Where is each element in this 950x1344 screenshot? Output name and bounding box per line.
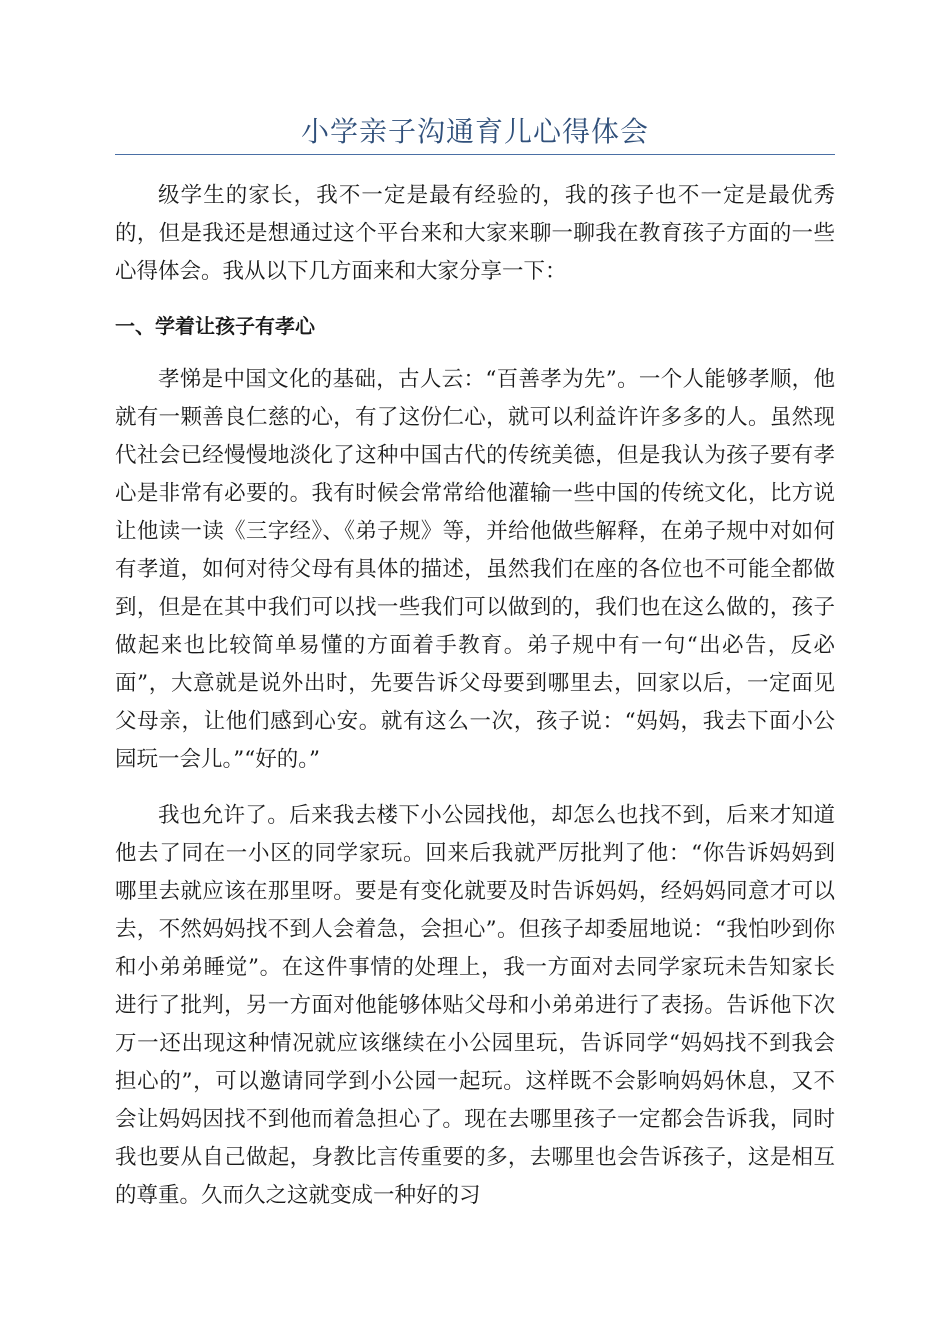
title-underline-rule xyxy=(115,154,835,155)
document-title: 小学亲子沟通育儿心得体会 xyxy=(300,115,649,148)
body-paragraph: 孝悌是中国文化的基础，古人云：“百善孝为先”。一个人能够孝顺，他就有一颗善良仁慈的心，有了这份仁心，就可以利益许许多多的人。虽然现代社会已经慢慢地淡化了这种中国古代的传统美德，但是我认为孩子要有孝心是非常有必要的。我有时候会常常给他灌输一些中国的传统文化，比方说让他读一读《三字经》、《弟子规》等，并给他做些解释，在弟子规中对如何有孝道，如何对待父母有具体的描述，虽然我们在座的各位也不可能全都做到，但是在其中我们可以找一些我们可以做到的，我们也在这么做的，孩子做起来也比较简单易懂的方面着手教育。弟子规中有一句“出必告，反必面”，大意就是说外出时，先要告诉父母要到哪里去，回家以后，一定面见父母亲，让他们感到心安。就有这么一次，孩子说：“妈妈，我去下面小公园玩一会儿。”“好的。” xyxy=(115,367,835,772)
intro-paragraph: 级学生的家长，我不一定是最有经验的，我的孩子也不一定是最优秀的，但是我还是想通过这个平台来和大家来聊一聊我在教育孩子方面的一些心得体会。我从以下几方面来和大家分享一下： xyxy=(115,183,835,284)
section-heading: 一、学着让孩子有孝心 xyxy=(115,314,315,338)
body-paragraph: 我也允许了。后来我去楼下小公园找他，却怎么也找不到，后来才知道他去了同在一小区的同学家玩。回来后我就严厉批判了他：“你告诉妈妈到哪里去就应该在那里呀。要是有变化就要及时告诉妈妈，经妈妈同意才可以去，不然妈妈找不到人会着急，会担心”。但孩子却委屈地说：“我怕吵到你和小弟弟睡觉”。在这件事情的处理上，我一方面对去同学家玩未告知家长进行了批判，另一方面对他能够体贴父母和小弟弟进行了表扬。告诉他下次万一还出现这种情况就应该继续在小公园里玩，告诉同学“妈妈找不到我会担心的”，可以邀请同学到小公园一起玩。这样既不会影响妈妈休息，又不会让妈妈因找不到他而着急担心了。现在去哪里孩子一定都会告诉我，同时我也要从自己做起，身教比言传重要的多，去哪里也会告诉孩子，这是相互的尊重。久而久之这就变成一种好的习 xyxy=(115,803,835,1208)
